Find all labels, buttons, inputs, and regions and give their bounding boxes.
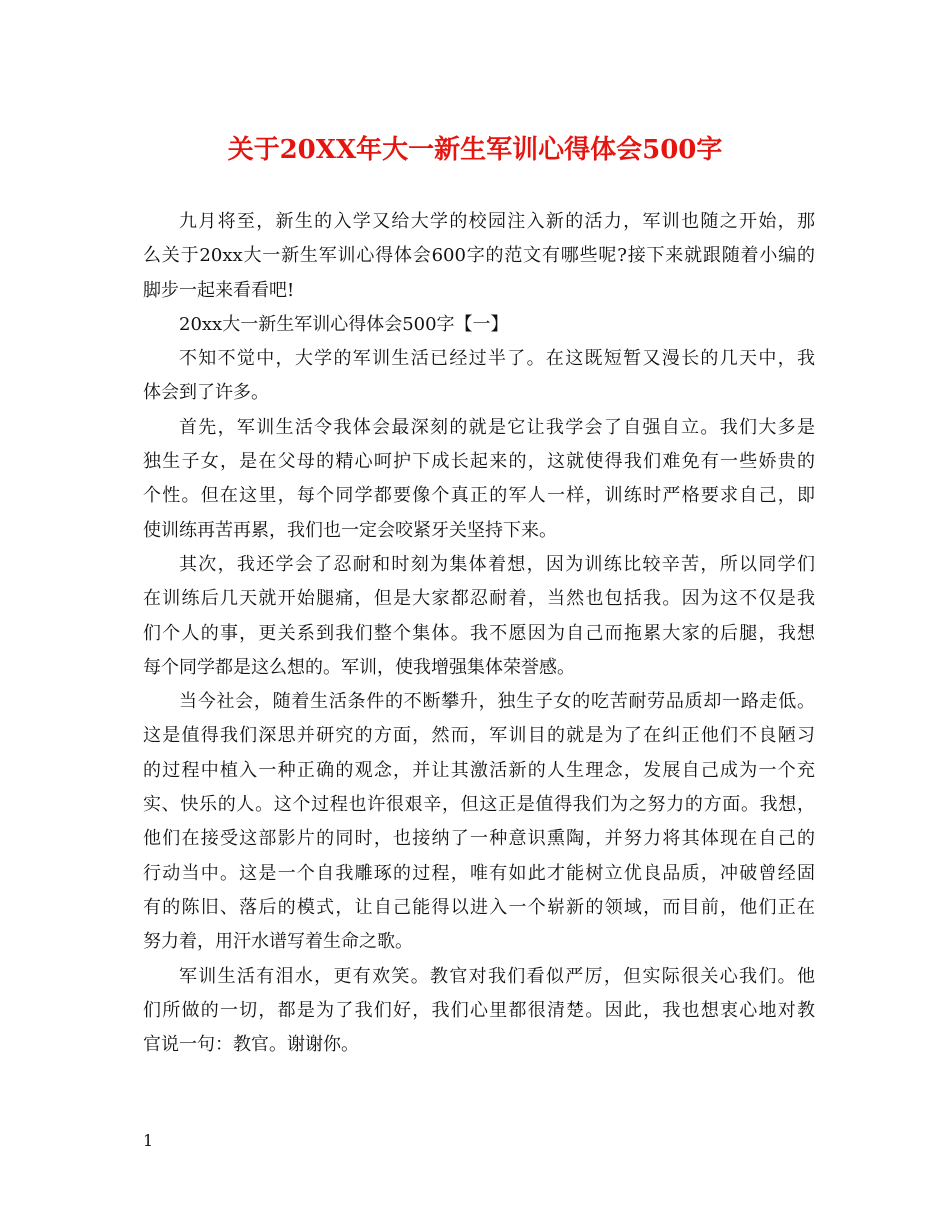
text-line: 每个同学都是这么想的。军训，使我增强集体荣誉感。 bbox=[143, 656, 575, 678]
text-line: 独生子女，是在父母的精心呵护下成长起来的，这就使得我们难免有一些娇贵的 bbox=[143, 451, 815, 473]
text-line: 么关于20xx大一新生军训心得体会600字的范文有哪些呢?接下来就跟随着小编的 bbox=[143, 245, 815, 267]
text-line: 个性。但在这里，每个同学都要像个真正的军人一样，训练时严格要求自己，即 bbox=[143, 485, 815, 507]
text-line: 他们在接受这部影片的同时，也接纳了一种意识熏陶，并努力将其体现在自己的 bbox=[143, 828, 815, 850]
text-line: 体会到了许多。 bbox=[143, 382, 269, 404]
text-line: 们个人的事，更关系到我们整个集体。我不愿因为自己而拖累大家的后腿，我想 bbox=[143, 622, 815, 644]
text-line: 这是值得我们深思并研究的方面，然而，军训目的就是为了在纠正他们不良陋习 bbox=[143, 725, 815, 747]
document-title: 关于20XX年大一新生军训心得体会500字 bbox=[227, 135, 723, 165]
text-line: 九月将至，新生的入学又给大学的校园注入新的活力，军训也随之开始，那 bbox=[179, 211, 815, 232]
text-line: 脚步一起来看看吧! bbox=[143, 279, 295, 301]
document-body bbox=[143, 205, 815, 1062]
text-line: 不知不觉中，大学的军训生活已经过半了。在这既短暂又漫长的几天中，我 bbox=[179, 348, 815, 370]
text-line: 官说一句：教官。谢谢你。 bbox=[143, 1034, 359, 1056]
page-number: 1 bbox=[143, 1131, 154, 1150]
text-line: 当今社会，随着生活条件的不断攀升，独生子女的吃苦耐劳品质却一路走低。 bbox=[179, 691, 815, 713]
text-line: 有的陈旧、落后的模式，让自己能得以进入一个崭新的领域，而目前，他们正在 bbox=[143, 896, 815, 918]
text-line: 努力着，用汗水谱写着生命之歌。 bbox=[143, 931, 413, 953]
text-line: 们所做的一切，都是为了我们好，我们心里都很清楚。因此，我也想衷心地对教 bbox=[143, 999, 815, 1021]
text-line: 的过程中植入一种正确的观念，并让其激活新的人生理念，发展自己成为一个充 bbox=[143, 759, 815, 781]
text-line: 20xx大一新生军训心得体会500字【一】 bbox=[179, 313, 509, 335]
text-line: 实、快乐的人。这个过程也许很艰辛，但这正是值得我们为之努力的方面。我想， bbox=[143, 794, 815, 816]
text-line: 行动当中。这是一个自我雕琢的过程，唯有如此才能树立优良品质，冲破曾经固 bbox=[143, 862, 815, 884]
text-line: 军训生活有泪水，更有欢笑。教官对我们看似严厉，但实际很关心我们。他 bbox=[179, 965, 815, 987]
text-line: 使训练再苦再累，我们也一定会咬紧牙关坚持下来。 bbox=[143, 519, 557, 541]
text-line: 在训练后几天就开始腿痛，但是大家都忍耐着，当然也包括我。因为这不仅是我 bbox=[143, 588, 815, 610]
text-line: 首先，军训生活令我体会最深刻的就是它让我学会了自强自立。我们大多是 bbox=[179, 416, 815, 438]
text-line: 其次，我还学会了忍耐和时刻为集体着想，因为训练比较辛苦，所以同学们 bbox=[179, 553, 815, 575]
